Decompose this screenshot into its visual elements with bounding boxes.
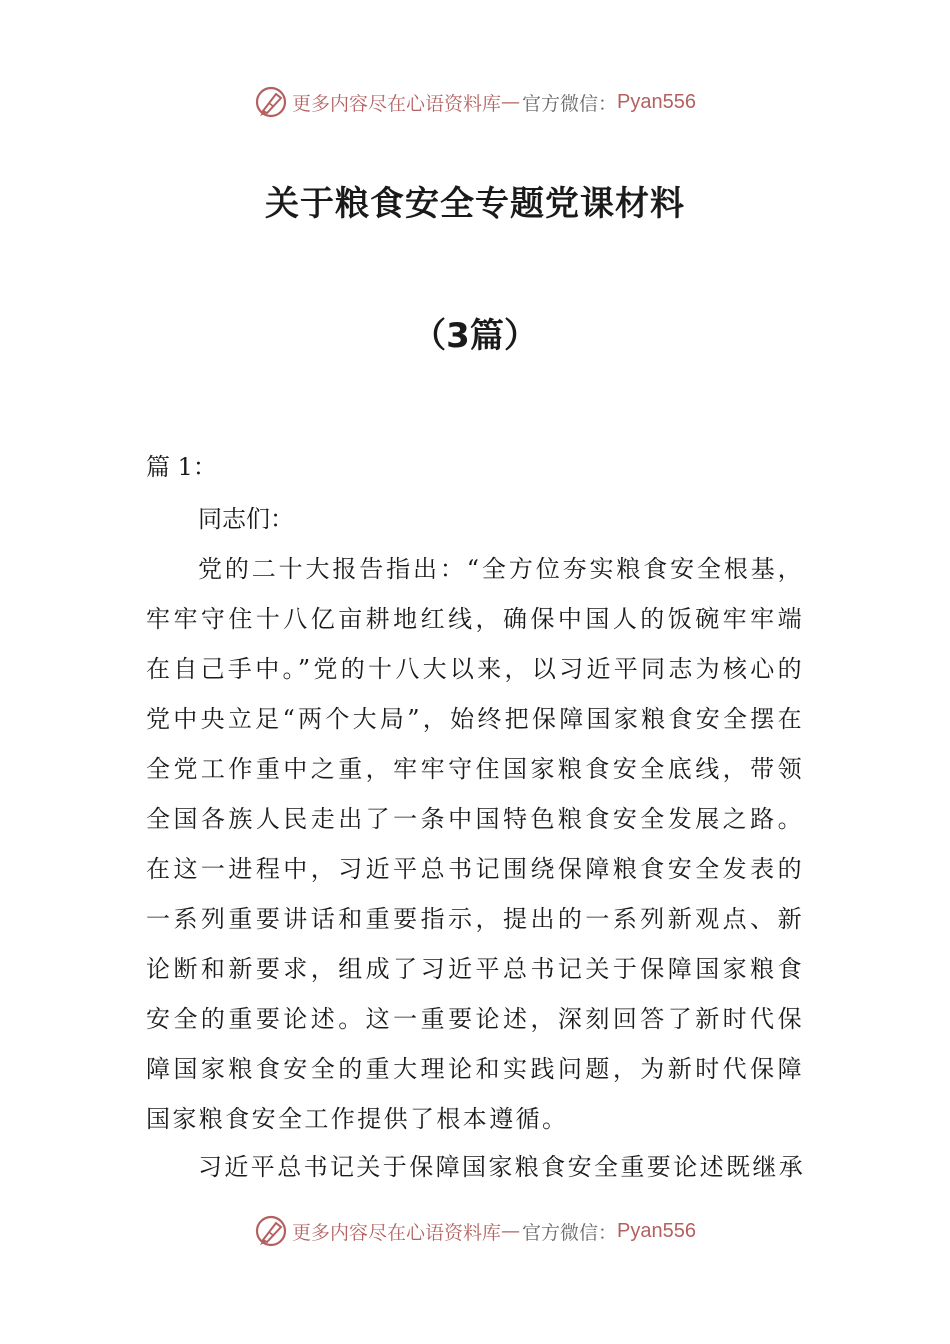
section-label: 篇 1：	[146, 453, 217, 481]
watermark-separator: —	[501, 1220, 521, 1242]
pen-nib-logo-icon	[254, 1214, 288, 1248]
paragraph-1: 党的二十大报告指出：“全方位夯实粮食安全根基，牢牢守住十八亿亩耕地红线，确保中国人的饭碗牢牢端在自己手中。”党的十八大以来，以习近平同志为核心的党中央立足“两个大局”，始终把保障国家粮食安全摆在全党工作重中之重，牢牢守住国家粮食安全底线，带领全国各族人民走出了一条中国特色粮食安全发展之路。在这一进程中，习近平总书记围绕保障粮食安全发表的一系列重要讲话和重要指示，提出的一系列新观点、新论断和新要求，组成了习近平总书记关于保障国家粮食安全的重要论述。这一重要论述，深刻回答了新时代保障国家粮食安全的重大理论和实践问题，为新时代保障国家粮食安全工作提供了根本遵循。	[146, 555, 804, 1133]
watermark-wechat-label: 官方微信：	[522, 1221, 618, 1244]
watermark-wechat-id: Pyan556	[617, 1219, 696, 1242]
paragraph-2: 习近平总书记关于保障国家粮食安全重要论述既继承	[198, 1153, 806, 1181]
watermark-brand: 更多内容尽在心语资料库	[292, 1221, 502, 1244]
document-subtitle: （3篇）	[412, 316, 538, 356]
watermark-header	[0, 82, 950, 122]
watermark-brand: 更多内容尽在心语资料库	[292, 92, 502, 115]
document-title: 关于粮食安全专题党课材料	[265, 184, 685, 224]
watermark-wechat-label: 官方微信：	[522, 92, 618, 115]
watermark-footer	[0, 1211, 950, 1251]
pen-nib-logo-icon	[254, 85, 288, 119]
watermark-wechat-id: Pyan556	[617, 90, 696, 113]
watermark-separator: —	[501, 91, 521, 113]
salutation: 同志们：	[198, 505, 294, 533]
